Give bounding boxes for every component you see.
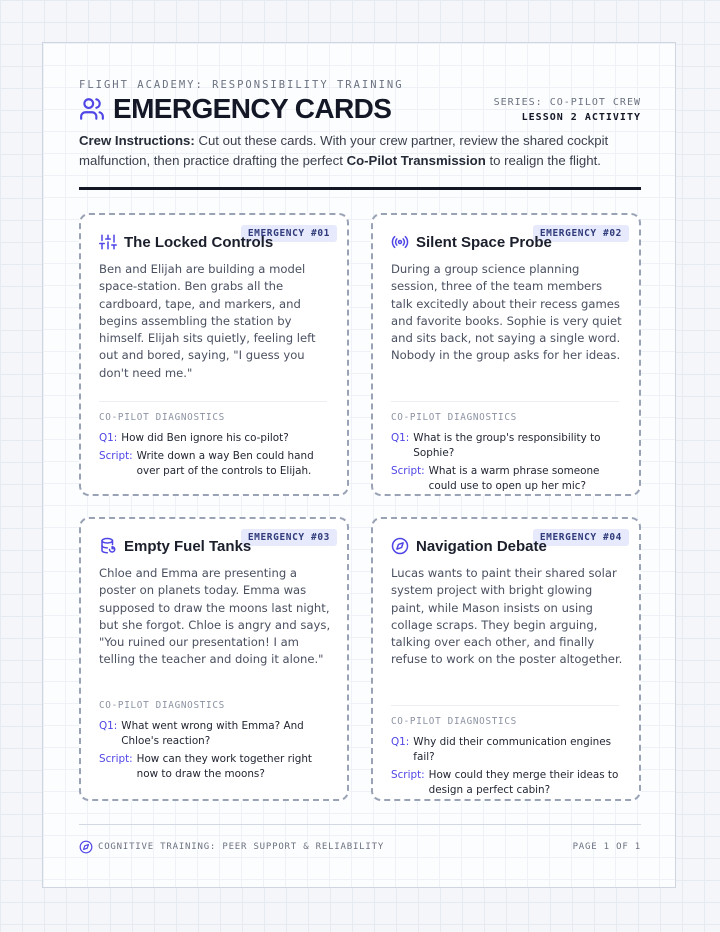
sliders-icon — [99, 233, 117, 251]
card-header — [391, 537, 547, 555]
question-text: What went wrong with Emma? And Chloe's reaction? — [121, 720, 304, 747]
instructions-text-1: Cut out these cards. With your crew partner, review the shared cockpit malfunction, then practice drafting the perfect — [79, 133, 609, 168]
card-title: The Locked Controls — [124, 233, 274, 251]
script-row — [99, 449, 327, 479]
broadcast-icon — [391, 233, 409, 251]
script-row — [391, 464, 619, 494]
question-text: What is the group's responsibility to Sophie? — [413, 432, 601, 459]
script-key: Script: — [391, 769, 425, 781]
diagnostics-label: CO-PILOT DIAGNOSTICS — [391, 716, 517, 727]
card-scenario: Chloe and Emma are presenting a poster on planets today. Emma was supposed to draw the moons last night, but she forgot. Chloe is angry and says, "You ruined our presentation! I am telling the teacher and doing it alone." — [99, 566, 331, 667]
card-title: Silent Space Probe — [416, 233, 552, 251]
card-diagnostics — [391, 705, 619, 801]
diagnostics-label: CO-PILOT DIAGNOSTICS — [391, 412, 517, 423]
question-key: Q1: — [391, 736, 410, 748]
instructions — [79, 131, 644, 171]
question-text: Why did their communication engines fail? — [413, 736, 612, 763]
script-text: What is a warm phrase someone could use to open up her mic? — [428, 465, 600, 492]
diagnostics-label: CO-PILOT DIAGNOSTICS — [99, 412, 225, 423]
card-diagnostics — [99, 401, 327, 482]
page-title: EMERGENCY CARDS — [113, 93, 392, 124]
emergency-card-3 — [79, 517, 349, 801]
footer-caption: COGNITIVE TRAINING: PEER SUPPORT & RELIABILITY — [98, 842, 385, 852]
compass-icon — [391, 537, 409, 555]
card-header — [391, 233, 552, 251]
series-info — [494, 97, 641, 123]
card-badge: EMERGENCY #02 — [533, 225, 629, 242]
diagnostics-label: CO-PILOT DIAGNOSTICS — [99, 700, 225, 711]
title-row — [79, 93, 391, 125]
series-label: SERIES: CO-PILOT CREW — [493, 97, 641, 108]
instructions-emphasis: Co-Pilot Transmission — [346, 153, 486, 168]
script-key: Script: — [391, 465, 425, 477]
question-row — [99, 431, 327, 446]
eyebrow: FLIGHT ACADEMY: RESPONSIBILITY TRAINING — [79, 79, 404, 91]
question-row — [391, 735, 619, 765]
footer-divider — [79, 824, 641, 825]
script-row — [99, 752, 327, 782]
card-header — [99, 537, 251, 555]
footer-left — [79, 840, 384, 854]
page-number: PAGE 1 OF 1 — [572, 842, 641, 852]
card-title: Navigation Debate — [416, 537, 547, 555]
script-text: Write down a way Ben could hand over part of the controls to Elijah. — [136, 450, 314, 477]
script-row — [391, 768, 619, 798]
script-text: How could they merge their ideas to design a perfect cabin? — [428, 769, 619, 796]
script-key: Script: — [99, 450, 133, 462]
emergency-card-4 — [371, 517, 641, 801]
script-key: Script: — [99, 753, 133, 765]
instructions-text-2: to realign the flight. — [485, 153, 601, 168]
card-badge: EMERGENCY #04 — [533, 529, 629, 546]
header-divider — [79, 187, 641, 190]
question-text: How did Ben ignore his co-pilot? — [121, 432, 289, 444]
emergency-card-2 — [371, 213, 641, 496]
question-key: Q1: — [99, 432, 118, 444]
users-icon — [79, 96, 105, 122]
instructions-lead: Crew Instructions: — [79, 133, 195, 148]
card-badge: EMERGENCY #03 — [241, 529, 337, 546]
card-diagnostics — [391, 401, 619, 497]
card-scenario: During a group science planning session, three of the team members talk excitedly about their recess games and favorite books. Sophie is very quiet and sits back, not saying a single word. Nobody in the group asks for her ideas. — [391, 262, 622, 363]
question-key: Q1: — [391, 432, 410, 444]
lesson-label: LESSON 2 ACTIVITY — [521, 112, 641, 123]
card-title: Empty Fuel Tanks — [124, 537, 252, 555]
question-key: Q1: — [99, 720, 118, 732]
script-text: How can they work together right now to draw the moons? — [136, 753, 312, 780]
worksheet-page — [42, 42, 676, 888]
card-scenario: Ben and Elijah are building a model space-station. Ben grabs all the cardboard, tape, and markers, and begins assembling the station by himself. Elijah sits quietly, feeling left out and bored, saying, "I guess you don't need me." — [99, 262, 316, 380]
question-row — [391, 431, 619, 461]
card-header — [99, 233, 273, 251]
emergency-card-1 — [79, 213, 349, 496]
fuel-tank-icon — [99, 537, 117, 555]
question-row — [99, 719, 327, 749]
card-scenario: Lucas wants to paint their shared solar system project with bright glowing paint, while Mason insists on using collage scraps. They begin arguing, talking over each other, and finally refuse to work on the poster altogether. — [391, 566, 623, 667]
card-badge: EMERGENCY #01 — [241, 225, 337, 242]
card-diagnostics — [99, 690, 327, 785]
compass-icon — [79, 840, 93, 854]
